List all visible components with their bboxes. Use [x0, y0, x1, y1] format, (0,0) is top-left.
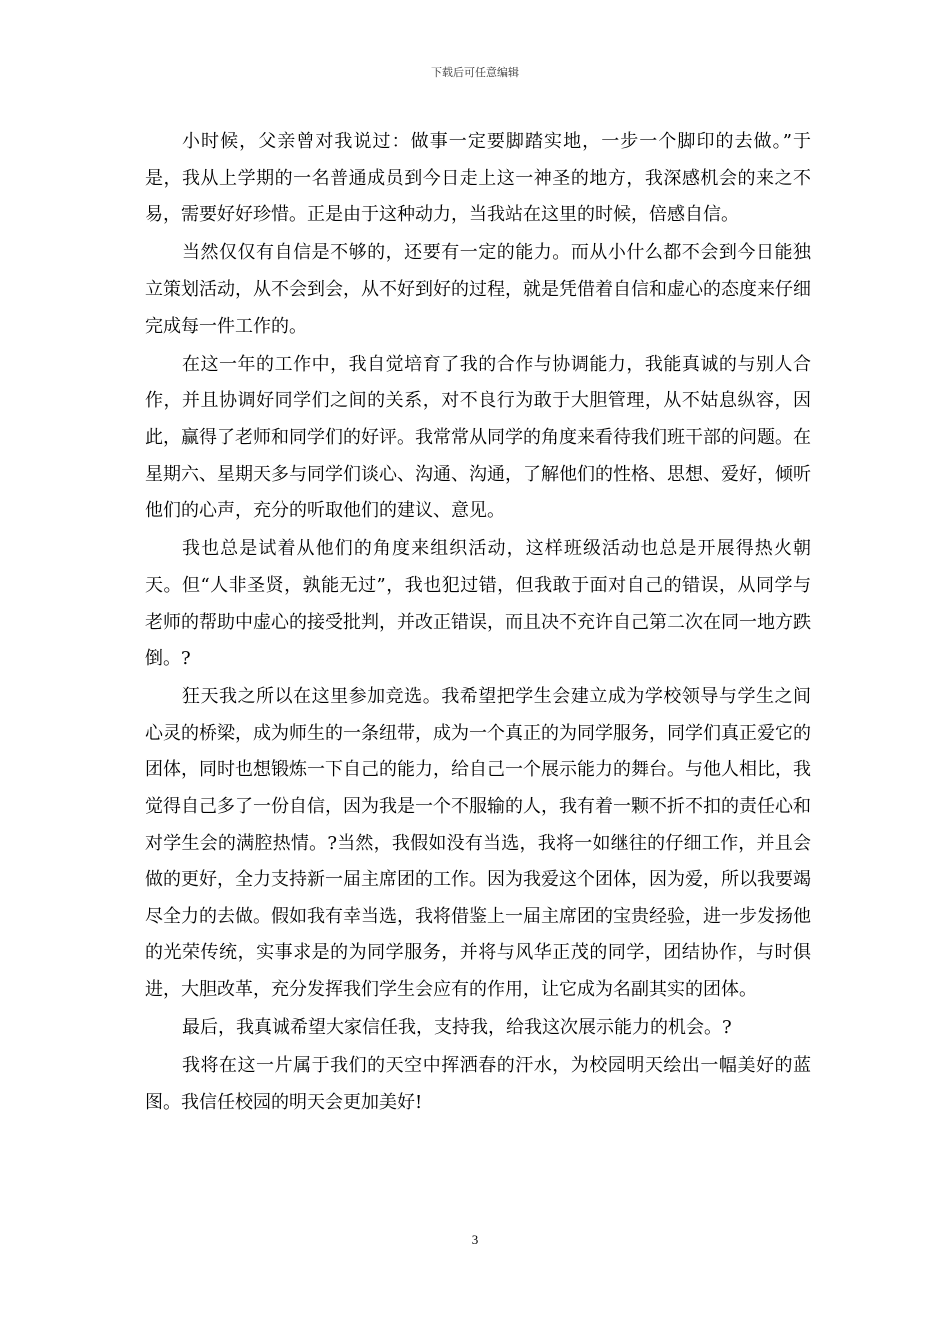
header-note: 下载后可任意编辑 [431, 66, 519, 79]
paragraph: 狂天我之所以在这里参加竞选。我希望把学生会建立成为学校领导与学生之间心灵的桥梁，成为师生的一条纽带，成为一个真正的为同学服务，同学们真正爱它的团体，同时也想锻炼一下自己的能力，给自己一个展示能力的舞台。与他人相比，我觉得自己多了一份自信，因为我是一个不服输的人，我有着一颗不折不扣的责任心和对学生会的满腔热情。?当然，我假如没有当选，我将一如继往的仔细工作，并且会做的更好，全力支持新一届主席团的工作。因为我爱这个团体，因为爱，所以我要竭尽全力的去做。假如我有幸当选，我将借鉴上一届主席团的宝贵经验，进一步发扬他的光荣传统，实事求是的为同学服务，并将与风华正茂的同学，团结协作，与时俱进，大胆改革，充分发挥我们学生会应有的作用，让它成为名副其实的团体。 [145, 686, 811, 1001]
paragraph: 小时候，父亲曾对我说过：做事一定要脚踏实地，一步一个脚印的去做。”于是，我从上学期的一名普通成员到今日走上这一神圣的地方，我深感机会的来之不易，需要好好珍惜。正是由于这种动力，当我站在这里的时候，倍感自信。 [145, 131, 811, 226]
paragraph: 当然仅仅有自信是不够的，还要有一定的能力。而从小什么都不会到今日能独立策划活动，从不会到会，从不好到好的过程，就是凭借着自信和虚心的态度来仔细完成每一件工作的。 [145, 242, 811, 337]
paragraph: 在这一年的工作中，我自觉培育了我的合作与协调能力，我能真诚的与别人合作，并且协调好同学们之间的关系，对不良行为敢于大胆管理，从不姑息纵容，因此，赢得了老师和同学们的好评。我常常从同学的角度来看待我们班干部的问题。在星期六、星期天多与同学们谈心、沟通、沟通，了解他们的性格、思想、爱好，倾听他们的心声，充分的听取他们的建议、意见。 [145, 353, 811, 522]
paragraph: 我也总是试着从他们的角度来组织活动，这样班级活动也总是开展得热火朝天。但“人非圣贤，孰能无过”，我也犯过错，但我敢于面对自己的错误，从同学与老师的帮助中虚心的接受批判，并改正错误，而且决不充许自己第二次在同一地方跌倒。? [145, 538, 811, 670]
page-number: 3 [471, 1232, 479, 1247]
body-text [145, 124, 811, 1123]
paragraph: 最后，我真诚希望大家信任我，支持我，给我这次展示能力的机会。? [182, 1017, 732, 1039]
paragraph: 我将在这一片属于我们的天空中挥洒春的汗水，为校园明天绘出一幅美好的蓝图。我信任校园的明天会更加美好! [145, 1055, 811, 1113]
